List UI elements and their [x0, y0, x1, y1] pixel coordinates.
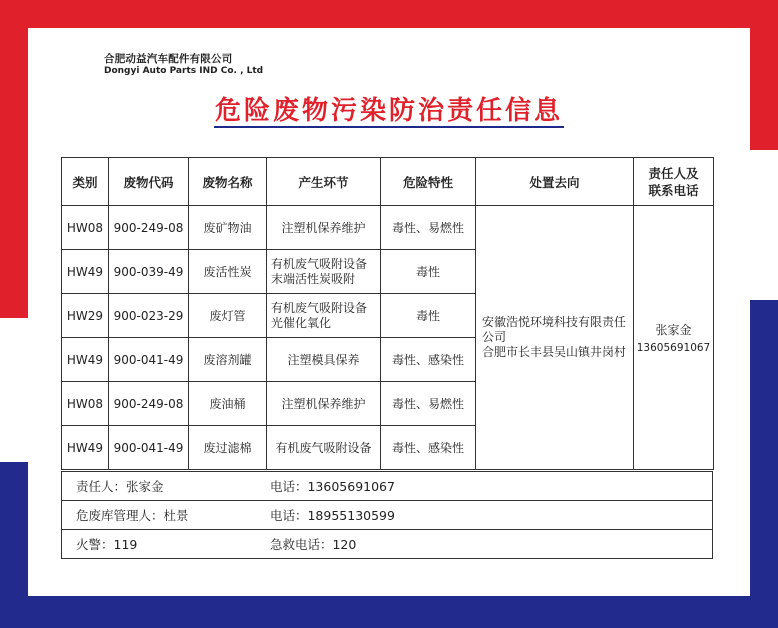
- cell-hazard: 毒性: [381, 250, 476, 294]
- cell-hazard: 毒性、感染性: [381, 338, 476, 382]
- footer-fire-alarm: 火警：119: [76, 537, 138, 552]
- cell-category: HW49: [62, 338, 109, 382]
- cell-disposal: 安徽浩悦环境科技有限责任公司 合肥市长丰县吴山镇井岗村: [476, 206, 634, 470]
- cell-stage: 注塑机保养维护: [267, 382, 381, 426]
- cell-name: 废活性炭: [189, 250, 267, 294]
- cell-name: 废矿物油: [189, 206, 267, 250]
- responsible-phone: 13605691067: [636, 342, 711, 354]
- cell-hazard: 毒性、易燃性: [381, 206, 476, 250]
- cell-category: HW49: [62, 426, 109, 470]
- red-left-border: [0, 0, 28, 318]
- cell-category: HW08: [62, 206, 109, 250]
- red-right-border: [750, 0, 778, 150]
- header-hazard: 危险特性: [381, 158, 476, 206]
- cell-name: 废过滤棉: [189, 426, 267, 470]
- footer-manager-phone: 电话：18955130599: [269, 508, 395, 523]
- header-category: 类别: [62, 158, 109, 206]
- header-stage: 产生环节: [267, 158, 381, 206]
- cell-category: HW49: [62, 250, 109, 294]
- title-underline: [214, 126, 564, 128]
- contact-footer-table: [61, 471, 713, 559]
- header-disposal: 处置去向: [476, 158, 634, 206]
- cell-name: 废灯管: [189, 294, 267, 338]
- cell-hazard: 毒性: [381, 294, 476, 338]
- header-code: 废物代码: [109, 158, 189, 206]
- cell-code: 900-041-49: [109, 338, 189, 382]
- red-top-border: [0, 0, 778, 28]
- cell-code: 900-039-49: [109, 250, 189, 294]
- footer-warehouse-manager: 危废库管理人：杜景: [76, 508, 189, 523]
- hazardous-waste-table: [61, 157, 714, 470]
- footer-responsible-phone: 电话：13605691067: [269, 479, 395, 494]
- blue-right-border: [750, 300, 778, 628]
- footer-row: [62, 472, 713, 501]
- blue-bottom-border: [0, 596, 778, 628]
- cell-responsible: [634, 206, 714, 470]
- responsible-name: 张家金: [655, 323, 692, 337]
- company-name-cn: 合肥动益汽车配件有限公司: [104, 53, 233, 65]
- footer-emergency: 急救电话：120: [269, 537, 357, 552]
- company-name-en: Dongyi Auto Parts IND Co. , Ltd: [104, 66, 264, 76]
- header-responsible: 责任人及 联系电话: [634, 158, 714, 206]
- cell-hazard: 毒性、易燃性: [381, 382, 476, 426]
- cell-name: 废溶剂罐: [189, 338, 267, 382]
- footer-responsible: 责任人：张家金: [76, 479, 164, 494]
- cell-stage: 有机废气吸附设备光催化氧化: [267, 294, 381, 338]
- cell-code: 900-023-29: [109, 294, 189, 338]
- cell-hazard: 毒性、感染性: [381, 426, 476, 470]
- cell-stage: 注塑模具保养: [267, 338, 381, 382]
- cell-category: HW08: [62, 382, 109, 426]
- table-row: [62, 206, 714, 250]
- footer-row: [62, 501, 713, 530]
- cell-stage: 有机废气吸附设备: [267, 426, 381, 470]
- cell-code: 900-041-49: [109, 426, 189, 470]
- cell-stage: 有机废气吸附设备末端活性炭吸附: [267, 250, 381, 294]
- cell-name: 废油桶: [189, 382, 267, 426]
- cell-category: HW29: [62, 294, 109, 338]
- header-name: 废物名称: [189, 158, 267, 206]
- cell-code: 900-249-08: [109, 206, 189, 250]
- footer-row: [62, 530, 713, 559]
- cell-stage: 注塑机保养维护: [267, 206, 381, 250]
- cell-code: 900-249-08: [109, 382, 189, 426]
- table-header-row: [62, 158, 714, 206]
- page-title: 危险废物污染防治责任信息: [214, 96, 563, 126]
